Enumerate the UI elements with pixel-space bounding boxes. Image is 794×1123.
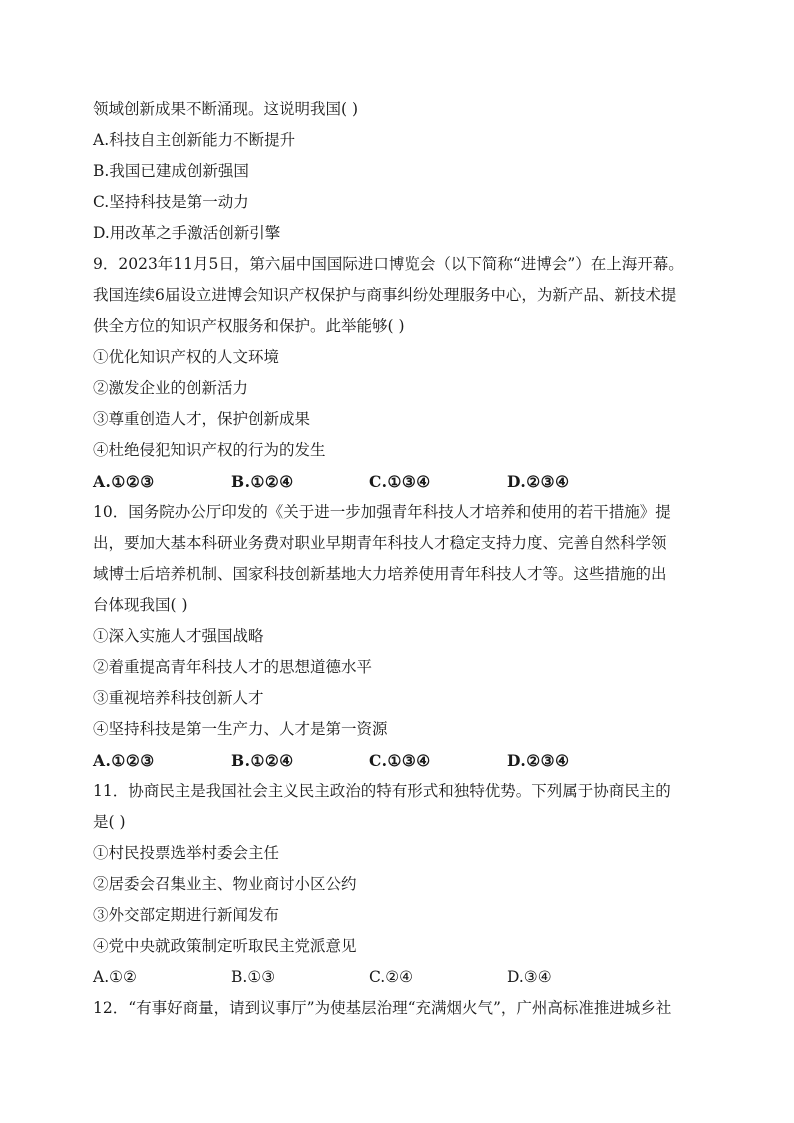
option-a: A.科技自主创新能力不断提升 xyxy=(93,131,296,149)
choice-c: C.①③④ xyxy=(369,751,431,770)
question-stem-line: 我国连续6届设立进博会知识产权保护与商事纠纷处理服务中心，为新产品、新技术提 xyxy=(93,286,677,304)
statement-item-2: ②着重提高青年科技人才的思想道德水平 xyxy=(93,658,373,676)
choice-b: B.①③ xyxy=(231,968,276,986)
choice-a: A.①②③ xyxy=(93,751,155,770)
question-stem-line: 9．2023年11月5日，第六届中国国际进口博览会（以下简称“进博会”）在上海开幕。 xyxy=(93,255,684,273)
question-stem-line: 10．国务院办公厅印发的《关于进一步加强青年科技人才培养和使用的若干措施》提 xyxy=(93,503,671,521)
statement-item-4: ④坚持科技是第一生产力、人才是第一资源 xyxy=(93,720,388,738)
statement-item-1: ①深入实施人才强国战略 xyxy=(93,627,264,645)
statement-item-2: ②居委会召集业主、物业商讨小区公约 xyxy=(93,875,357,893)
choice-row xyxy=(93,745,705,776)
page-content xyxy=(93,94,705,1024)
question-stem-line: 11．协商民主是我国社会主义民主政治的特有形式和独特优势。下列属于协商民主的 xyxy=(93,782,671,800)
question-stem-line: 出，要加大基本科研业务费对职业早期青年科技人才稳定支持力度、完善自然科学领 xyxy=(93,534,667,552)
question-stem-line: 域博士后培养机制、国家科技创新基地大力培养使用青年科技人才等。这些措施的出 xyxy=(93,565,667,583)
option-c: C.坚持科技是第一动力 xyxy=(93,193,249,211)
question-11 xyxy=(93,776,705,993)
choice-c: C.①③④ xyxy=(369,472,431,491)
question-10 xyxy=(93,497,705,776)
choice-row xyxy=(93,962,705,993)
choice-a: A.①② xyxy=(93,968,137,986)
statement-item-3: ③重视培养科技创新人才 xyxy=(93,689,264,707)
question-stem-line: 是( ) xyxy=(93,813,126,831)
choice-d: D.③④ xyxy=(507,968,552,986)
statement-item-3: ③外交部定期进行新闻发布 xyxy=(93,906,280,924)
choice-d: D.②③④ xyxy=(507,472,570,491)
choice-b: B.①②④ xyxy=(231,751,294,770)
question-8-tail xyxy=(93,94,705,249)
choice-row xyxy=(93,466,705,497)
choice-a: A.①②③ xyxy=(93,472,155,491)
question-12 xyxy=(93,993,705,1024)
question-stem-line: 台体现我国( ) xyxy=(93,596,188,614)
option-b: B.我国已建成创新强国 xyxy=(93,162,249,180)
statement-item-4: ④党中央就政策制定听取民主党派意见 xyxy=(93,937,357,955)
statement-item-3: ③尊重创造人才，保护创新成果 xyxy=(93,410,311,428)
choice-d: D.②③④ xyxy=(507,751,570,770)
statement-item-4: ④杜绝侵犯知识产权的行为的发生 xyxy=(93,441,326,459)
question-stem-line: 供全方位的知识产权服务和保护。此举能够( ) xyxy=(93,317,405,335)
choice-b: B.①②④ xyxy=(231,472,294,491)
question-stem-line: 12．“有事好商量，请到议事厅”为使基层治理“充满烟火气”，广州高标准推进城乡社 xyxy=(93,999,672,1017)
question-9 xyxy=(93,249,705,497)
statement-item-1: ①优化知识产权的人文环境 xyxy=(93,348,280,366)
choice-c: C.②④ xyxy=(369,968,414,986)
option-d: D.用改革之手激活创新引擎 xyxy=(93,224,281,242)
statement-item-1: ①村民投票选举村委会主任 xyxy=(93,844,280,862)
statement-item-2: ②激发企业的创新活力 xyxy=(93,379,249,397)
question-stem-line: 领域创新成果不断涌现。这说明我国( ) xyxy=(93,100,359,118)
